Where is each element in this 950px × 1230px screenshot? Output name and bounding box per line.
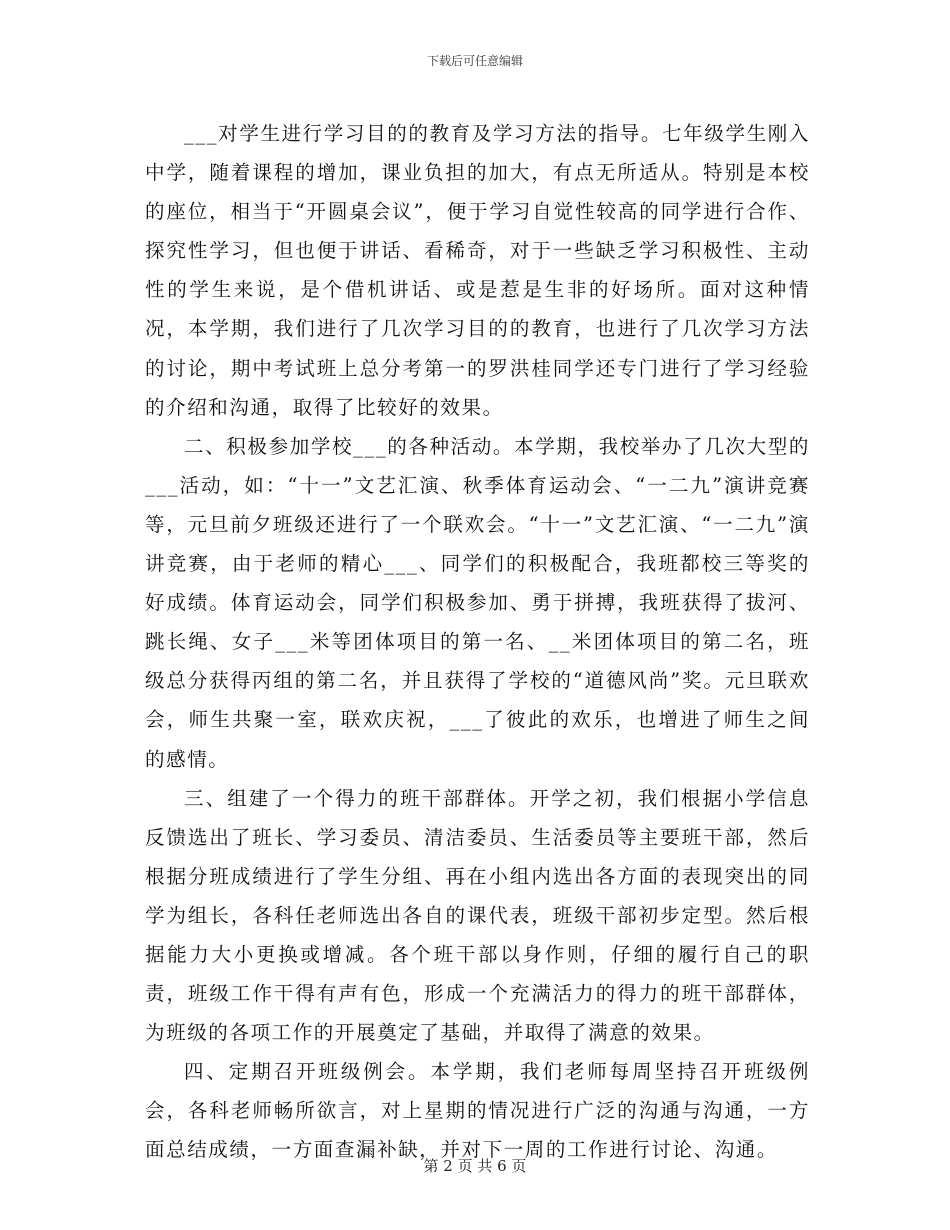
page-header: 下载后可任意编辑 xyxy=(426,54,523,68)
paragraph-study-guidance: ___对学生进行学习目的的教育及学习方法的指导。七年级学生刚入中学，随着课程的增加，课业负担的加大，有点无所适从。特别是本校的座位，相当于“开圆桌会议”，便于学习自觉性较高的同学进行合作、探究性学习，但也便于讲话、看稀奇，对于一些缺乏学习积极性、主动性的学生来说，是个借机讲话、或是惹是生非的好场所。面对这种情况，本学期，我们进行了几次学习目的的教育，也进行了几次学习方法的讨论，期中考试班上总分考第一的罗洪桂同学还专门进行了学习经验的介绍和沟通，取得了比较好的效果。 xyxy=(145,122,810,419)
paragraph-school-activities: 二、积极参加学校___的各种活动。本学期，我校举办了几次大型的___活动，如：“十一”文艺汇演、秋季体育运动会、“一二九”演讲竞赛等，元旦前夕班级还进行了一个联欢会。“十一”文艺汇演、“一二九”演讲竞赛，由于老师的精心___、同学们的积极配合，我班都校三等奖的好成绩。体育运动会，同学们积极参加、勇于拼搏，我班获得了拔河、跳长绳、女子___米等团体项目的第一名、__米团体项目的第二名，班级总分获得丙组的第二名，并且获得了学校的“道德风尚”奖。元旦联欢会，师生共聚一室，联欢庆祝，___了彼此的欢乐，也增进了师生之间的感情。 xyxy=(145,434,810,771)
paragraph-class-cadres: 三、组建了一个得力的班干部群体。开学之初，我们根据小学信息反馈选出了班长、学习委员、清洁委员、生活委员等主要班干部，然后根据分班成绩进行了学生分组、再在小组内选出各方面的表现突出的同学为组长，各科任老师选出各自的课代表，班级干部初步定型。然后根据能力大小更换或增减。各个班干部以身作则，仔细的履行自己的职责，班级工作干得有声有色，形成一个充满活力的得力的班干部群体，为班级的各项工作的开展奠定了基础，并取得了满意的效果。 xyxy=(145,786,810,1045)
page-number: 第 2 页 共 6 页 xyxy=(423,1157,527,1175)
paragraph-class-meetings: 四、定期召开班级例会。本学期，我们老师每周坚持召开班级例会，各科老师畅所欲言，对上星期的情况进行广泛的沟通与沟通，一方面总结成绩，一方面查漏补缺，并对下一周的工作进行讨论、沟通。 xyxy=(145,1060,810,1162)
document-body xyxy=(145,114,810,1170)
